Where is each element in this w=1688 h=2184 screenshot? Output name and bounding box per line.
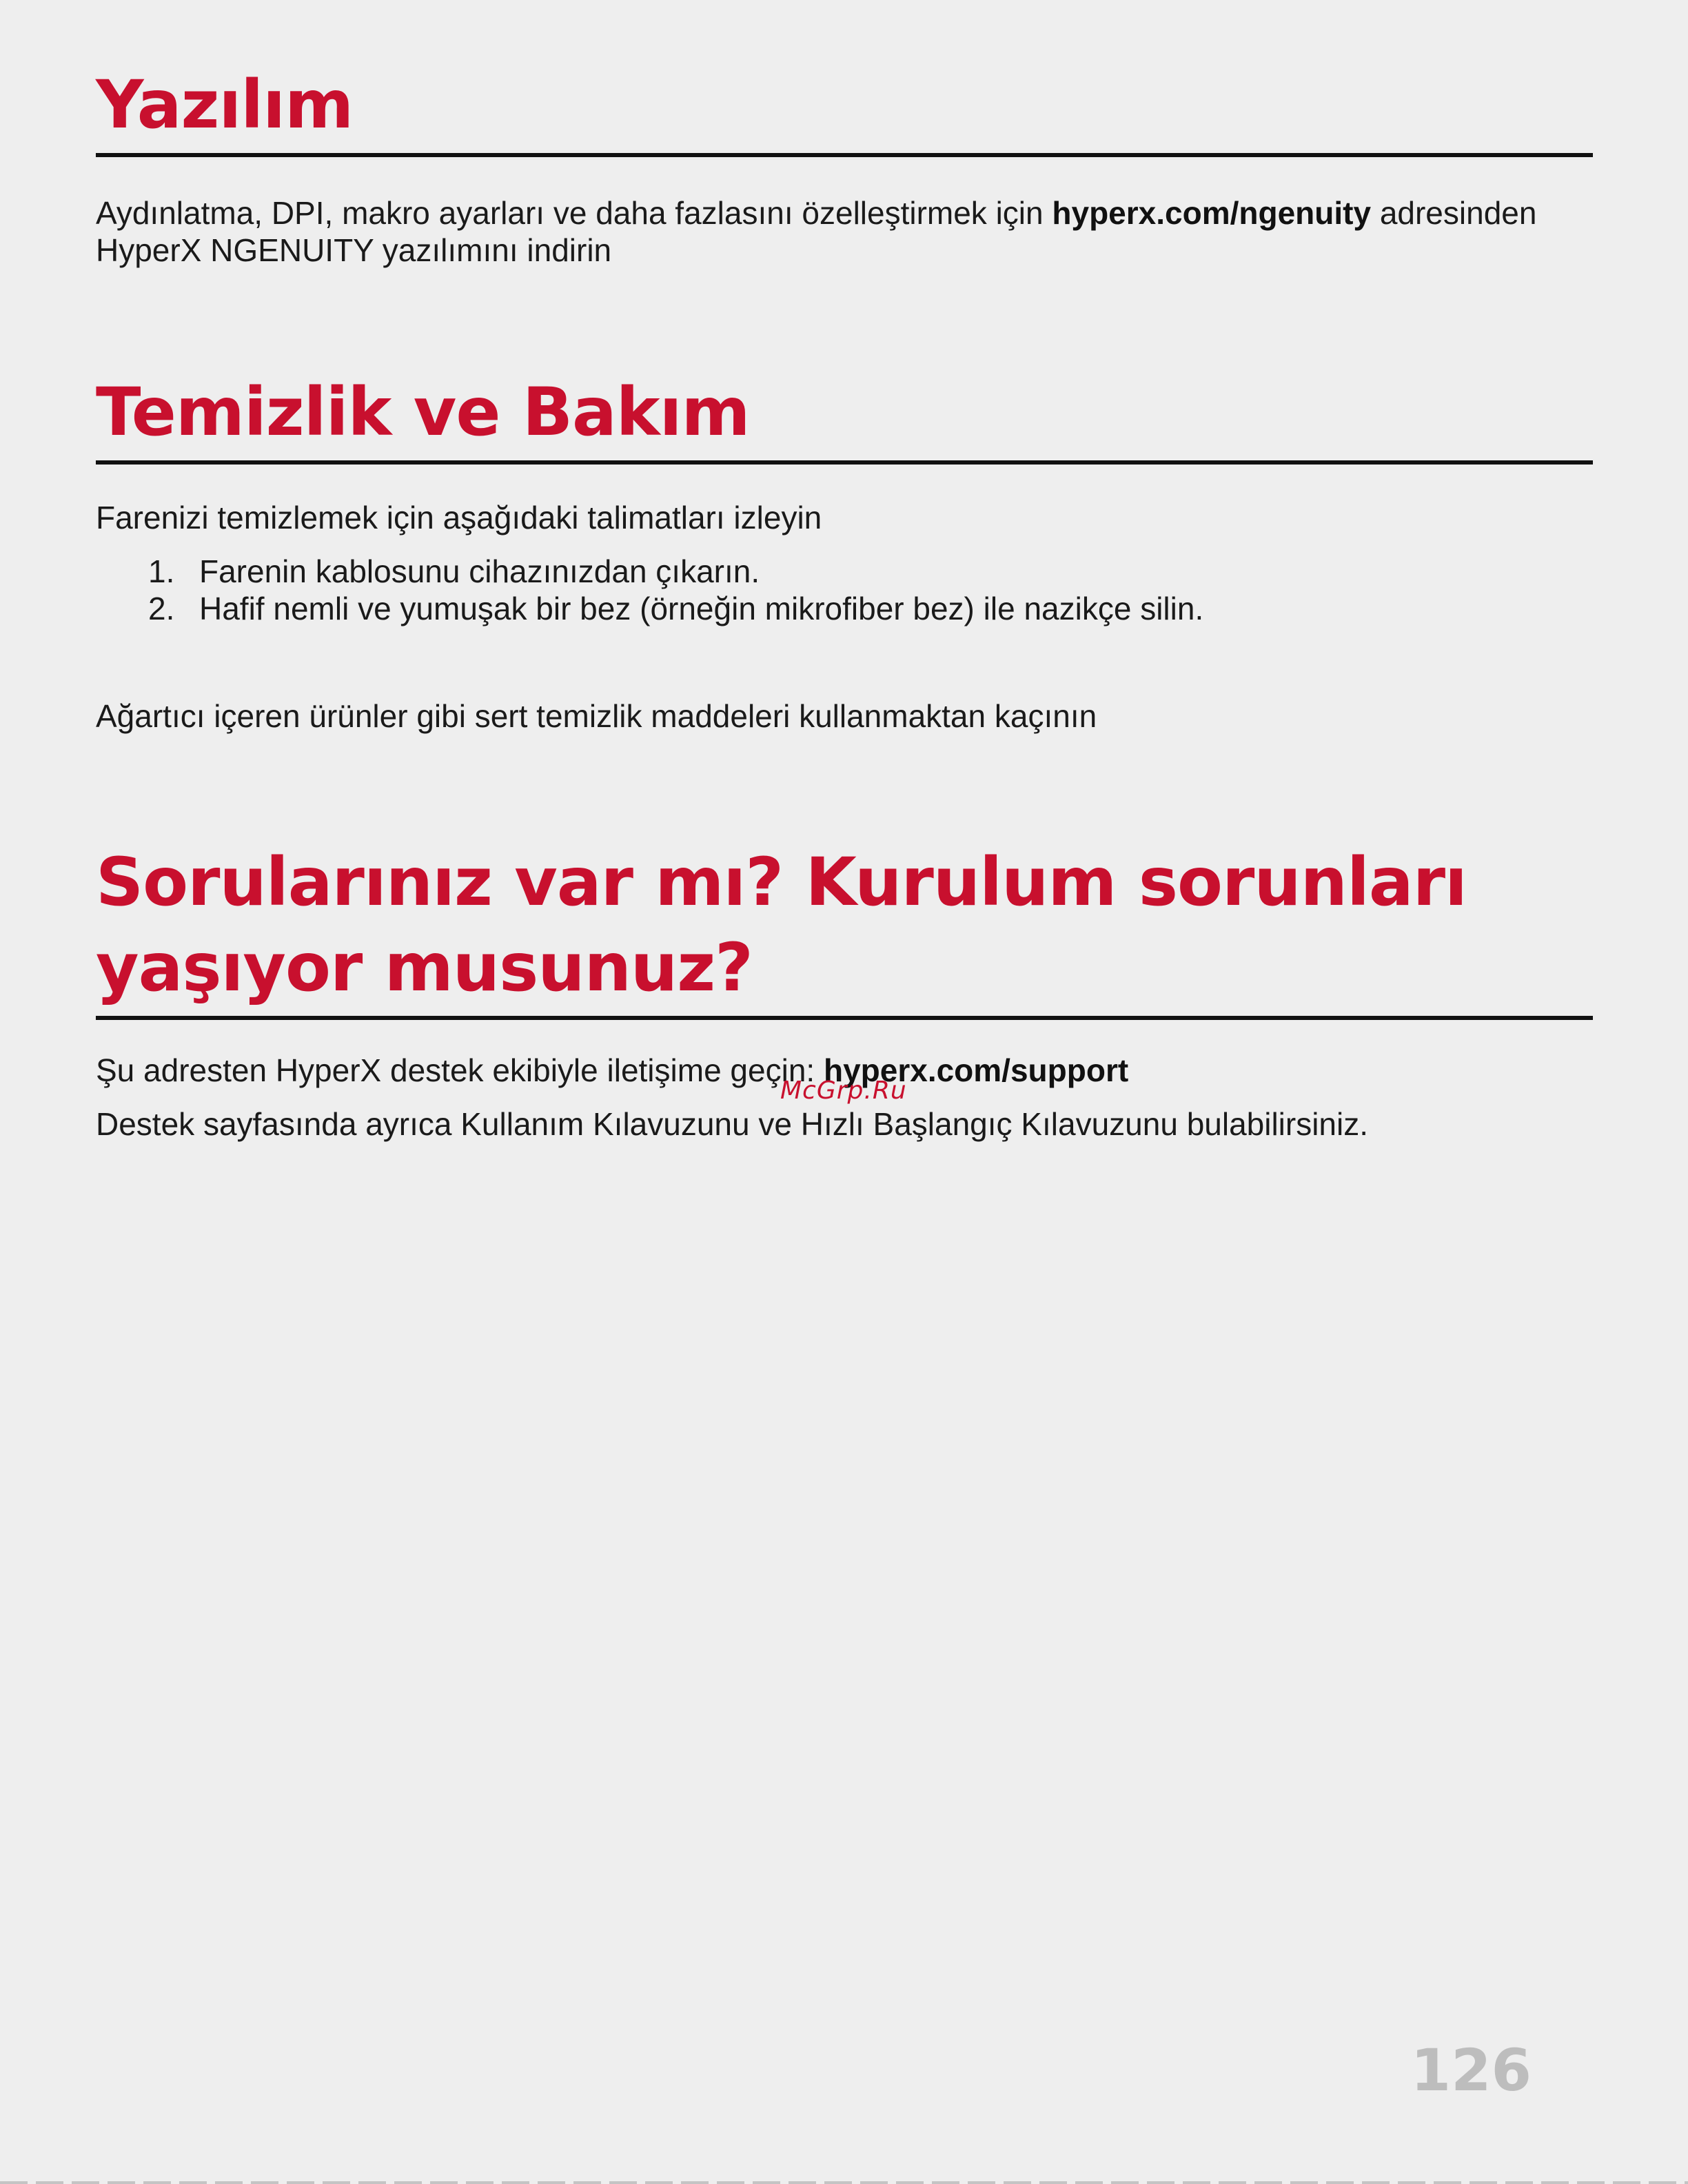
- support-guides: Destek sayfasında ayrıca Kullanım Kılavuzunu ve Hızlı Başlangıç Kılavuzunu bulabilirsiniz.: [96, 1106, 1369, 1142]
- page-number: 126: [1410, 2037, 1532, 2104]
- bottom-edge-dashes: [0, 2181, 1688, 2184]
- list-item: [96, 553, 1593, 590]
- software-text-after: adresinden HyperX NGENUITY yazılımını indirin: [96, 195, 1537, 268]
- list-item: [96, 590, 1593, 627]
- step-number: 1.: [148, 553, 175, 589]
- cleaning-heading: Temizlik ve Bakım: [96, 374, 750, 451]
- software-description: [96, 194, 1593, 269]
- software-heading: Yazılım: [96, 66, 354, 143]
- support-heading: Sorularınız var mı? Kurulum sorunları yaşıyor musunuz?: [96, 844, 1467, 1006]
- cleaning-steps-list: [96, 553, 1593, 627]
- software-section: [96, 62, 1593, 269]
- watermark: McGrp.Ru: [780, 1076, 907, 1105]
- cleaning-intro: Farenizi temizlemek için aşağıdaki talimatları izleyin: [96, 500, 822, 535]
- step-number: 2.: [148, 591, 175, 626]
- step-text: Farenin kablosunu cihazınızdan çıkarın.: [199, 553, 760, 589]
- step-text: Hafif nemli ve yumuşak bir bez (örneğin mikrofiber bez) ile nazikçe silin.: [199, 591, 1204, 626]
- support-heading-rule: [96, 1016, 1593, 1020]
- software-heading-rule: [96, 153, 1593, 157]
- cleaning-warning: Ağartıcı içeren ürünler gibi sert temizlik maddeleri kullanmaktan kaçının: [96, 698, 1097, 734]
- support-link[interactable]: hyperx.com/support: [823, 1052, 1129, 1088]
- cleaning-section: [96, 369, 1593, 735]
- cleaning-heading-rule: [96, 460, 1593, 465]
- support-contact-text: Şu adresten HyperX destek ekibiyle iletişime geçin:: [96, 1052, 824, 1088]
- software-text-before: Aydınlatma, DPI, makro ayarları ve daha fazlasını özelleştirmek için: [96, 195, 1053, 231]
- ngenuity-link[interactable]: hyperx.com/ngenuity: [1052, 195, 1372, 231]
